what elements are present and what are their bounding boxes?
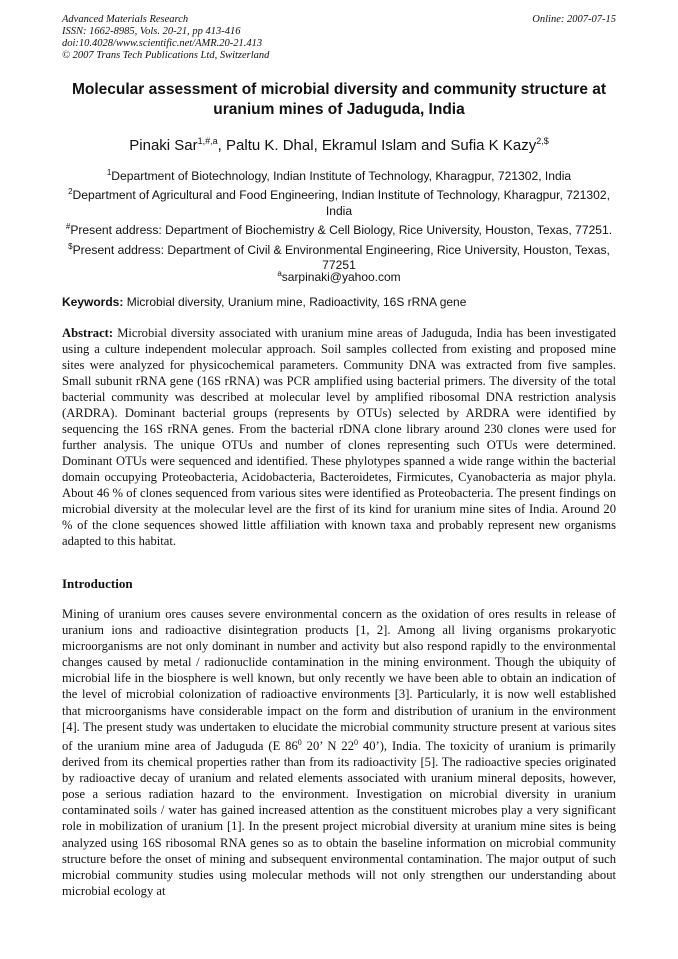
- journal-name: Advanced Materials Research: [62, 14, 189, 25]
- abstract: [62, 325, 616, 549]
- author-sup: 1,#,a: [197, 136, 218, 146]
- introduction-body: [62, 606, 616, 899]
- introduction-heading: Introduction: [62, 576, 133, 591]
- doi-line: doi:10.4028/www.scientific.net/AMR.20-21.413: [62, 38, 263, 49]
- corresponding-email: [62, 266, 616, 285]
- affiliation-sup: 1: [106, 168, 112, 177]
- intro-text: 40’), India. The toxicity of uranium is primarily derived from its chemical properties rather than from its radioactivity [5]. The radioactive species originated by radioactive decay of uranium and related elements associated with uranium mineral deposits, however, pose a serious radiation hazard to the environment. Investigation on microbial diversity in uranium contaminated soils / water has gained increased attention as the constituent microbes play a very significant role in mobilization of uranium [1]. In the present project microbial diversity at uranium mine sites is being analyzed using 16S ribosomal RNA genes so as to obtain the baseline information on microbial community structure before the onset of mining and subsequent environmental contamination. The major output of such microbial community studies using molecular methods will not only strengthen our understanding about microbial ecology at: [62, 738, 616, 898]
- author-name: Sufia K Kazy: [450, 137, 537, 154]
- author-name: Paltu K. Dhal: [226, 137, 314, 154]
- author-list: [62, 131, 616, 156]
- author-sup: 2,$: [536, 136, 549, 146]
- email-sup: a: [277, 269, 282, 278]
- affiliation-text: Department of Biotechnology, Indian Institute of Technology, Kharagpur, 721302, India: [111, 169, 572, 184]
- online-date: Online: 2007-07-15: [532, 14, 616, 25]
- email-address[interactable]: sarpinaki@yahoo.com: [281, 270, 401, 284]
- copyright-line: © 2007 Trans Tech Publications Ltd, Switzerland: [62, 50, 270, 61]
- keywords: [62, 295, 616, 310]
- author-name: Ekramul Islam: [321, 137, 417, 154]
- affiliation-sup: #: [65, 222, 71, 232]
- affiliation-text: Department of Agricultural and Food Engineering, Indian Institute of Technology, Kharagpur, 721302, India: [72, 188, 610, 218]
- affiliation-1: [62, 165, 616, 184]
- degree-sup: 0: [354, 737, 359, 747]
- paper-title: Molecular assessment of microbial diversity and community structure at uranium mines of Jaduguda, India: [71, 81, 607, 118]
- author-separator: and: [416, 137, 451, 154]
- affiliation-sup: $: [68, 241, 73, 251]
- abstract-label: Abstract:: [62, 326, 114, 340]
- issn-line: ISSN: 1662-8985, Vols. 20-21, pp 413-416: [62, 26, 241, 37]
- intro-text: 20’ N 22: [301, 738, 355, 753]
- intro-text: Mining of uranium ores causes severe environmental concern as the oxidation of ores results in release of uranium ions and radioactive disintegration products [1, 2]. Among all living organisms prokaryotic microorganisms are not only dominant in number and activity but also respond rapidly to the environmental changes caused by metal / radionuclide contamination in the mining environment. Though the ubiquity of microbial life in the biosphere is well known, but only recently we have been able to obtain an indication of the level of microbial colonization of radioactive environments [3]. Particularly, it is now well established that microorganisms have considerable impact on the form and distribution of uranium in the environment [4]. The present study was undertaken to elucidate the microbial community structure present at various sites of the uranium mine area of Jaduguda (E 86: [62, 607, 616, 753]
- author-separator: ,: [217, 137, 227, 154]
- affiliation-text: Present address: Department of Civil & Environmental Engineering, Rice University, Houston, Texas, 77251: [72, 242, 610, 273]
- affiliations: [62, 165, 616, 274]
- author-name: Pinaki Sar: [129, 137, 198, 154]
- author-separator: ,: [313, 137, 322, 154]
- keywords-text: Microbial diversity, Uranium mine, Radioactivity, 16S rRNA gene: [126, 295, 467, 309]
- journal-header: [62, 14, 616, 62]
- degree-sup: 0: [297, 737, 302, 747]
- affiliation-sup: 2: [68, 187, 73, 197]
- keywords-label: Keywords:: [62, 295, 124, 309]
- affiliation-text: Present address: Department of Biochemistry & Cell Biology, Rice University, Houston, Texas, 77251.: [70, 223, 613, 238]
- affiliation-2: [62, 184, 616, 219]
- abstract-text: Microbial diversity associated with uranium mine areas of Jaduguda, India has been investigated using a culture independent molecular approach. Soil samples collected from existing and proposed mine sites were analyzed for physicochemical parameters. Community DNA was extracted from five samples. Small subunit rRNA gene (16S rRNA) was PCR amplified using bacterial primers. The diversity of the total bacterial community was described at molecular level by amplified ribosomal DNA restriction analysis (ARDRA). Dominant bacterial groups (represents by OTUs) selected by ARDRA were identified by sequencing the 16S rRNA genes. From the bacterial rDNA clone library around 230 clones were used for further analysis. The unique OTUs and number of clones representing such OTUs were determined. Dominant OTUs were sequenced and identified. These phylotypes spanned a wide range within the bacterial domain occupying Proteobacteria, Acidobacteria, Bacteroidetes, Firmicutes, Cyanobacteria as major phyla. About 46 % of clones sequenced from various sites were identified as Proteobacteria. The present findings on microbial diversity at the molecular level are the first of its kind for uranium mine sites of India. Around 20 % of the clone sequences showed little affiliation with known taxa and probably represent new organisms adapted to this habitat.: [62, 326, 616, 548]
